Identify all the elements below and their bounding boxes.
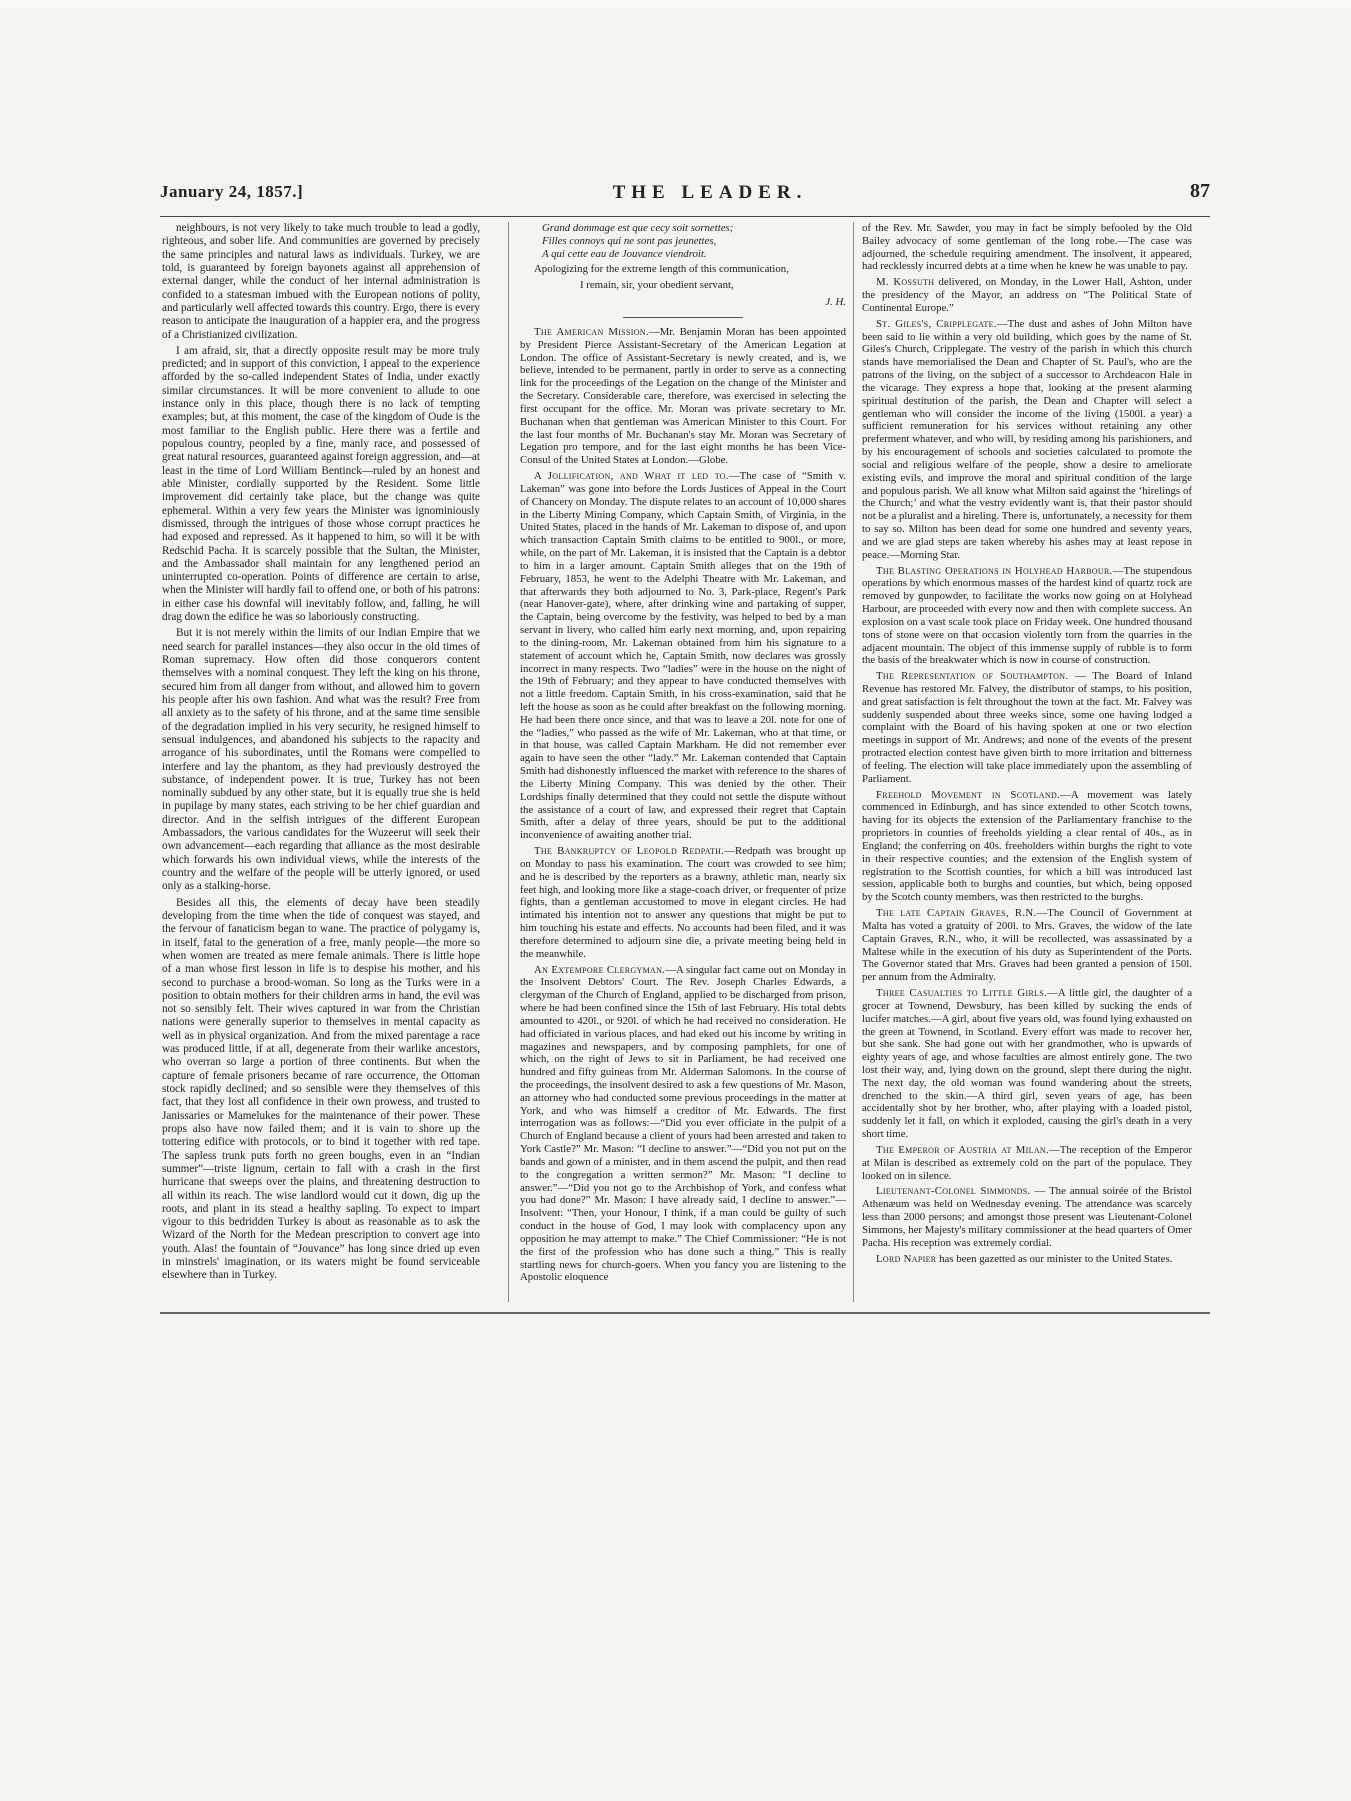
news-item: [520, 470, 846, 842]
news-item: [862, 1253, 1192, 1266]
news-heading: Lord Napier: [876, 1252, 937, 1265]
column-divider: [853, 222, 854, 1302]
section-separator: [623, 317, 743, 318]
news-body: —Mr. Benjamin Moran has been appointed by President Pierce Assistant-Secretary of the American Legation at London. The office of Assistant-Secretary is newly created, and is, we believe, intended to be permanent, partly in order to serve as a connecting link for the proceedings of the Legation on the change of the Minister and the Secretary. Considerable care, therefore, was exercised in selecting the first occupant for the office. Mr. Moran was private secretary to Mr. Buchanan when that gentleman was American Minister to this Court. For the last four months of Mr. Buchanan's stay Mr. Moran was Secretary of Legation pro tempore, and for the last eight months he has been Vice-Consul of the United States at London.—Globe.: [520, 325, 846, 467]
verse-line: Filles connoys qui ne sont pas jeunettes,: [542, 234, 717, 247]
paragraph: Besides all this, the elements of decay have been steadily developing from the time when the tide of conquest was stayed, and the fervour of fanaticism began to wane. The practice of polygamy is, in itself, fatal to the generation of a free, manly people—the more so when women are treated as mere female animals. There is little hope of a man whose first lesson in life is to despise his mother, and his second to purchase a brood-woman. So long as the Turks were in a position to obtain mothers for their children arms in hand, the evil was not so sensibly felt. Their wives captured in war from the Christian nations were generally superior to themselves in mental capacity as well as in physical organization. And from the mixed parentage a race was produced little, if at all, degenerate from their warlike ancestors, who overran so large a portion of three continents. But when the capture of female prisoners became of rare occurrence, the Ottoman stock rapidly declined; and so sensible were they themselves of this fact, that they lost all confidence in their own prowess, and trusted to Janissaries or Mamelukes for the maintenance of their power. These props also have now failed them; and it is vain to shore up the tottering edifice with protocols, or to bind it together with red tape. The sapless trunk puts forth no green boughs, even in an “Indian summer”—triste lignum, certain to fall with a crash in the first hurricane that sweeps over the plains, and threatening destruction to all within its reach. The wise landlord would cut it down, dig up the roots, and plant in its stead a healthy sapling. To expect to impart vigour to this bedridden Turkey is about as reasonable as to ask the Wizard of the North for the Medean prescription to convert age into youth. Alas! the fountain of “Jouvance” has long since dried up even in minstrels' imagination, or its waters might be found serviceable elsewhere than in Turkey.: [162, 896, 480, 1282]
news-heading: The Emperor of Austria at Milan.: [876, 1143, 1049, 1156]
news-body: —The case of “Smith v. Lakeman” was gone into before the Lords Justices of Appeal in the Court of Chancery on Monday. The dispute relates to an account of 10,000 shares in the Liberty Mining Company, which Captain Smith, of Virginia, in the United States, placed in the hands of Mr. Lakeman to dispose of, and upon which transaction Captain Smith claims to be entitled to 900l., or more, while, on the part of Mr. Lakeman, it is insisted that the Captain is a debtor to him in a larger amount. Captain Smith alleges that on the 19th of February, 1853, he went to the Adelphi Theatre with Mr. Lakeman, and that afterwards they both adjourned to No. 3, Park-place, Regent's Park (near Hanover-gate), where, after drinking wine and partaking of supper, the Captain, being overcome by the festivity, was helped to bed by a man servant in livery, who called him early next morning, and, upon repairing to the dining-room, Mr. Lakeman obtained from him his signature to a statement of account which he, Captain Smith, now declares was grossly incorrect in many respects. Two “ladies” were in the house on the night of the 19th of February; and they appear to have conducted themselves with not a little freedom. Captain Smith, in his cross-examination, said that he left the house as soon as he could after breakfast on the following morning. He had been there once since, and that was to leave a 20l. note for one of the “ladies,” who passed as the wife of Mr. Lakeman, who at that time, or in that house, was called Captain Markham. He did not remember ever again to have seen the other “lady.” Mr. Lakeman contended that Captain Smith had dishonestly influenced the market with reference to the shares of the Liberty Mining Company. This was denied by the other. Their Lordships finally determined that they could not settle the dispute without the assistance of a court of law, and expressed their regret that Captain Smith, after a delay of three years, should be put to the additional inconvenience of awaiting another trial.: [520, 470, 846, 842]
news-body: —A movement was lately commenced in Edinburgh, and has since extended to other Scotch towns, having for its objects the extension of the Parliamentary franchise to the proprietors in counties of freeholds yielding a clear rental of 40s., as in England; the conferring on 40s. freeholders within burghs the right to vote in their respective counties; and the extension of the English system of registration to the Scottish counties, for which a bill was introduced last session, applicable both to burghs and counties, but which, being opposed by the Scotch county members, was then restricted to the burghs.: [862, 788, 1192, 904]
news-body: —The dust and ashes of John Milton have been said to lie within a very old building, which goes by the name of St. Giles's Church, Cripplegate. The vestry of the parish in which this church stands have memorialised the Dean and Chapter of St. Paul's, who are the patrons of the living, on the subject of a successor to Archdeacon Hale in the vicarage. They express a hope that, looking at the present alarming spiritual destitution of the parish, the Dean and Chapter will select a gentleman who will consider the income of the living (1500l. a year) a sufficient remuneration for his services without retaining any other preferment whatever, and who will, by residing among his parishioners, and by his encouragement of schools and societies calculated to promote the social and religious welfare of the people, show a desire to ameliorate existing evils, and improve the moral and spiritual condition of the large and populous parish. We all know what Milton said against the ‘hirelings of the Church;’ and what the vestry evidently want is, that their pastor should not be a pluralist and a hireling. There is, unfortunately, a necessity for them to say so. Milton has been dead for some one hundred and seventy years, and we are glad steps are taken whereby his ashes may at least repose in peace.—Morning Star.: [862, 317, 1192, 561]
news-item: [862, 565, 1192, 668]
news-heading: St. Giles's, Cripplegate.: [876, 317, 997, 330]
paragraph: neighbours, is not very likely to take much trouble to lead a godly, righteous, and sober life. And communities are governed by precisely the same principles and natural laws as individuals. Turkey, we are told, is guaranteed by foreign bayonets against all apprehension of external danger, while the conduct of her internal administration is confided to a statesman imbued with the European notions of polity, and particularly well affected towards this country. Ergo, there is every reason to anticipate the inauguration of a happier era, and the progress of a Christianized civilization.: [162, 222, 480, 341]
paragraph: I am afraid, sir, that a directly opposite result may be more truly predicted; and in support of this conviction, I appeal to the experience afforded by the so-called independent States of India, under exactly similar circumstances. It will be more convenient to allude to one instance only in this place, though there is no lack of tempting examples; but, at this moment, the case of the kingdom of Oude is the most familiar to the English public. Here there was a fertile and populous country, peopled by a fine, manly race, and possessed of great natural resources, guaranteed against foreign aggression, and—at least in the time of Lord William Bentinck—ruled by an honest and able Minister, cordially supported by the Resident. Some little improvement did certainly take place, but the change was quite ephemeral. Within a very few years the Minister was ignominiously dismissed, through the intrigues of those whose corrupt practices he had exposed and repressed. As it happened to him, so will it be with Redschid Pacha. It is scarcely possible that the Sultan, the Minister, and the Ambassador shall maintain for any lengthened period an uninterrupted co-operation. Points of difference are certain to arise, when the Minister will hardly fail to offend one, or both of his patrons: in either case his downfal will inevitably follow, and, falling, he will drag down the edifice he was so laboriously constructing.: [162, 344, 480, 624]
news-heading: An Extempore Clergyman.: [534, 963, 666, 976]
news-body: —The Council of Government at Malta has voted a gratuity of 200l. to Mrs. Graves, the widow of the late Captain Graves, R.N., who, it will be recollected, was assassinated by a Maltese while in the execution of his duty as Superintendent of the Ports. The Governor stated that Mrs. Graves had been granted a pension of 150l. per annum from the Admiralty.: [862, 907, 1192, 984]
news-body: — The Board of Inland Revenue has restored Mr. Falvey, the distributor of stamps, to his position, and great satisfaction is felt throughout the town at the fact. Mr. Falvey was suddenly suspended about three weeks since, some one having lodged a complaint with the Board of his having spoken at one or two election meetings in support of Mr. Andrews; and none of the events of the present protracted election contest have given birth to more irritation and bitterness of feeling. The election will take place immediately upon the assembling of Parliament.: [862, 670, 1192, 785]
news-heading: Freehold Movement in Scotland.: [876, 788, 1061, 801]
paragraph: But it is not merely within the limits of our Indian Empire that we need search for parallel instances—they also occur in the old times of Roman supremacy. How often did those conquerors content themselves with a nominal conquest. They left the king on his throne, secured him from all danger from without, and allowed him to govern his people after his own fashion. And what was the result? Free from all anxiety as to the safety of his throne, and at the same time sensible of the degradation implied in his very security, he resigned himself to sensual indulgences, and abandoned his subjects to the rapacity and arrogance of his subordinates, until the Romans were compelled to interfere and lay the phantom, as they had previously destroyed the substance, of independent power. It is true, Turkey has not been nominally subdued by any other state, but it is equally true she is held in pupilage by many states, each striving to be her chief guardian and director. And in the selfish intrigues of the different European Ambassadors, the various candidates for the Wuzeerut will seek their own advancement—each regarding that alliance as the most desirable which forwards his own individual views, while the interests of the country and the welfare of the people will be utterly ignored, or used only as a stalking-horse.: [162, 627, 480, 893]
column-2: [520, 222, 846, 1284]
news-body: —Redpath was brought up on Monday to pass his examination. The court was crowded to see him; and he is described by the reporters as a brawny, athletic man, nearly six feet high, and looking more like a stage-coach driver, or frequenter of prize fights, than a gentleman accustomed to move in elegant circles. He had intimated his intention not to answer any questions that might be put to him touching his estate and effects. No accounts had been filed, and it was therefore determined to adjourn sine die, a private meeting being held in the meanwhile.: [520, 845, 847, 960]
closing-paragraph: Apologizing for the extreme length of this communication,: [534, 263, 789, 276]
news-heading: Three Casualties to Little Girls.: [876, 987, 1048, 1000]
signature: J. H.: [825, 296, 846, 309]
news-heading: M. Kossuth: [876, 276, 935, 289]
news-item: [520, 326, 846, 467]
page-number: 87: [1190, 180, 1210, 202]
news-item: [862, 670, 1192, 785]
column-divider: [508, 222, 509, 1302]
news-item: [520, 845, 846, 960]
news-body: has been gazetted as our minister to the United States.: [936, 1252, 1173, 1265]
news-item: [862, 276, 1192, 314]
news-item: [862, 1185, 1192, 1249]
news-body: —A little girl, the daughter of a grocer at Townend, Dewsbury, has been killed by sucking the ends of lucifer matches.—A girl, about five years old, was found lying exhausted on the green at Townend, in Scotland. Every effort was made to recover her, but she sank. She had gone out with her grandmother, who is upwards of eighty years of age, and whose faculties are almost entirely gone. The two lost their way, and, lying down on the ground, slept there during the night. The next day, the old woman was found wandering about the streets, drenched to the skin.—A third girl, seven years of age, has been accidentally shot by her brother, who, after playing with a loaded pistol, suddenly let it fall, on which it exploded, causing the girl's death in a very short time.: [862, 987, 1192, 1141]
news-body: of the Rev. Mr. Sawder, you may in fact be simply befooled by the Old Bailey advocacy of some gentleman of the long robe.—The case was adjourned, the schedule requiring amendment. The insolvent, it appeared, had recklessly incurred debts at a time when he knew he was unable to pay.: [862, 222, 1192, 273]
news-body: —The stupendous operations by which enormous masses of the hardest kind of quartz rock are removed by gunpowder, to facilitate the works now going on at Holyhead Harbour, are proceeded with every now and then with complete success. An explosion on a vast scale took place on Friday week. One hundred thousand tons of stone were on that occasion violently torn from the quarries in the adjacent mountain. The object of this immense supply of rubble is to form the basis of the breakwater which is now in course of construction.: [862, 564, 1192, 667]
news-heading: The American Mission.: [534, 325, 649, 338]
news-item: [862, 789, 1192, 904]
news-body: — The annual soirée of the Bristol Athenæum was held on Wednesday evening. The attendance was scarcely less than 2000 persons; and amongst those present was Lieutenant-Colonel Simmons, her Majesty's military commissioner at the head quarters of Omer Pacha. His reception was extremely cordial.: [862, 1185, 1192, 1249]
news-item: [862, 318, 1192, 562]
verse-line: Grand dommage est que cecy soit sornettes;: [542, 222, 734, 234]
news-heading: The Blasting Operations in Holyhead Harbour.: [876, 564, 1113, 577]
news-item: [862, 222, 1192, 273]
salutation: I remain, sir, your obedient servant,: [580, 279, 734, 292]
news-heading: The Bankruptcy of Leopold Redpath.: [534, 845, 725, 858]
news-body: —A singular fact came out on Monday in the Insolvent Debtors' Court. The Rev. Joseph Charles Edwards, a clergyman of the Church of England, applied to be discharged from prison, where he had been confined since the 15th of last February. His total debts amounted to 420l., or 920l. of which he had received no consideration. He had officiated in various places, and had eked out his income by writing in magazines and newspapers, and by composing pamphlets, for one of which, on the right of Jews to sit in Parliament, he had received one hundred and fifty guineas from Mr. Alderman Salomons. In the course of the proceedings, the insolvent desired to ask a few questions of Mr. Mason, an attorney who had conducted some previous proceedings in the matter at York, and who was himself a creditor of Mr. Edwards. The first interrogation was as follows:—“Did you ever officiate in the pulpit of a Church of England because a client of yours had been arrested and taken to York Castle?” Mr. Mason: “I decline to answer.”—“Did you not put on the bands and gown of a minister, and in them ascend the pulpit, and then read to the congregation a written sermon?” Mr. Mason: “I decline to answer.”—“Did you not go to the Archbishop of York, and confess what you had done?” Mr. Mason: I have already said, I decline to answer.”—Insolvent: “Then, your Honour, I think, if a man could be guilty of such conduct in the house of God, I may look with complacency upon any opposition he may attempt to make.” The Chief Commissioner: “He is not the first of the profession who has done such a thing.” This is really startling news for church-goers. When you fancy you are listening to the Apostolic eloquence: [520, 963, 846, 1284]
header-rule: [160, 216, 1210, 217]
news-item: [862, 907, 1192, 984]
footer-rule: [160, 1312, 1210, 1314]
news-body: —The reception of the Emperor at Milan is described as extremely cold on the part of the populace. They looked on in silence.: [862, 1143, 1192, 1182]
column-1: [162, 222, 480, 1283]
news-item: [862, 1144, 1192, 1182]
news-heading: The late Captain Graves, R.N.: [876, 907, 1037, 920]
page-header: [160, 182, 1210, 216]
column-3: [862, 222, 1192, 1265]
news-body: delivered, on Monday, in the Lower Hall, Ashton, under the presidency of the Mayor, an address on “The Political State of Continental Europe.”: [862, 276, 1193, 314]
news-item: [520, 964, 846, 1285]
page-top-edge: [0, 0, 1351, 8]
verse-line: A qui cette eau de Jouvance viendroit.: [542, 247, 707, 260]
masthead-title: THE LEADER.: [612, 182, 808, 203]
news-heading: Lieutenant-Colonel Simmonds.: [876, 1185, 1031, 1198]
news-heading: The Representation of Southampton.: [876, 670, 1069, 683]
news-item: [862, 987, 1192, 1141]
issue-date: January 24, 1857.]: [160, 182, 304, 201]
news-heading: A Jollification, and What it led to.: [534, 470, 729, 483]
